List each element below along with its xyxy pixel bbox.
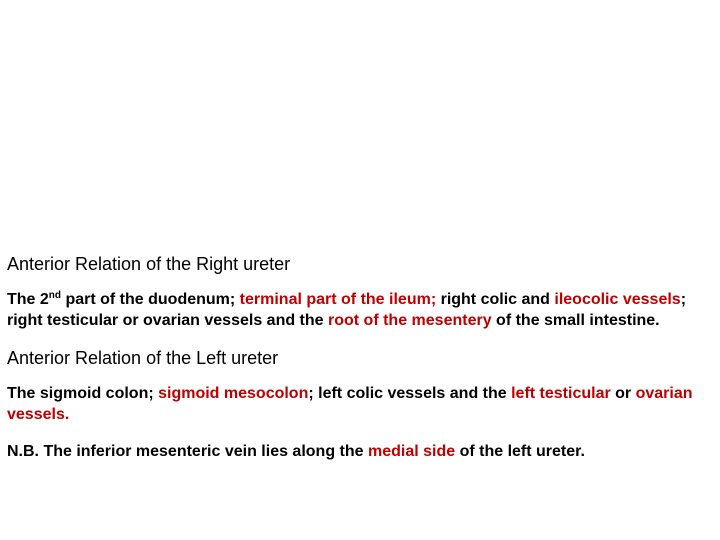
text-run: of the small intestine. [491,312,660,329]
text-run: ; left colic vessels and the [308,385,512,402]
highlighted-term: left testicular [511,385,611,402]
text-run: N.B. The inferior mesenteric vein lies along the [7,443,368,460]
text-run: of the left ureter. [455,443,585,460]
text-run: part of the duodenum; [61,291,240,308]
ordinal-suffix: nd [48,290,62,301]
text-run: The sigmoid colon; [7,385,159,402]
text-run: or [610,385,636,402]
highlighted-term: medial side [367,443,456,460]
text-run: The 2 [7,291,49,308]
highlighted-term: ovarian vessels. [7,385,693,423]
highlighted-term: sigmoid mesocolon [158,385,309,402]
slide-content [7,253,717,478]
left-ureter-relations [7,383,717,425]
note-paragraph [7,441,717,462]
highlighted-term: root of the mesentery [328,312,492,329]
right-ureter-relations [7,289,717,331]
text-run: right colic and [436,291,555,308]
highlighted-term: terminal part of the ileum; [239,291,437,308]
left-ureter-heading: Anterior Relation of the Left ureter [7,348,279,368]
text-run: ; right testicular or ovarian vessels and the [7,291,687,329]
right-ureter-heading: Anterior Relation of the Right ureter [7,254,291,274]
highlighted-term: ileocolic vessels [554,291,681,308]
